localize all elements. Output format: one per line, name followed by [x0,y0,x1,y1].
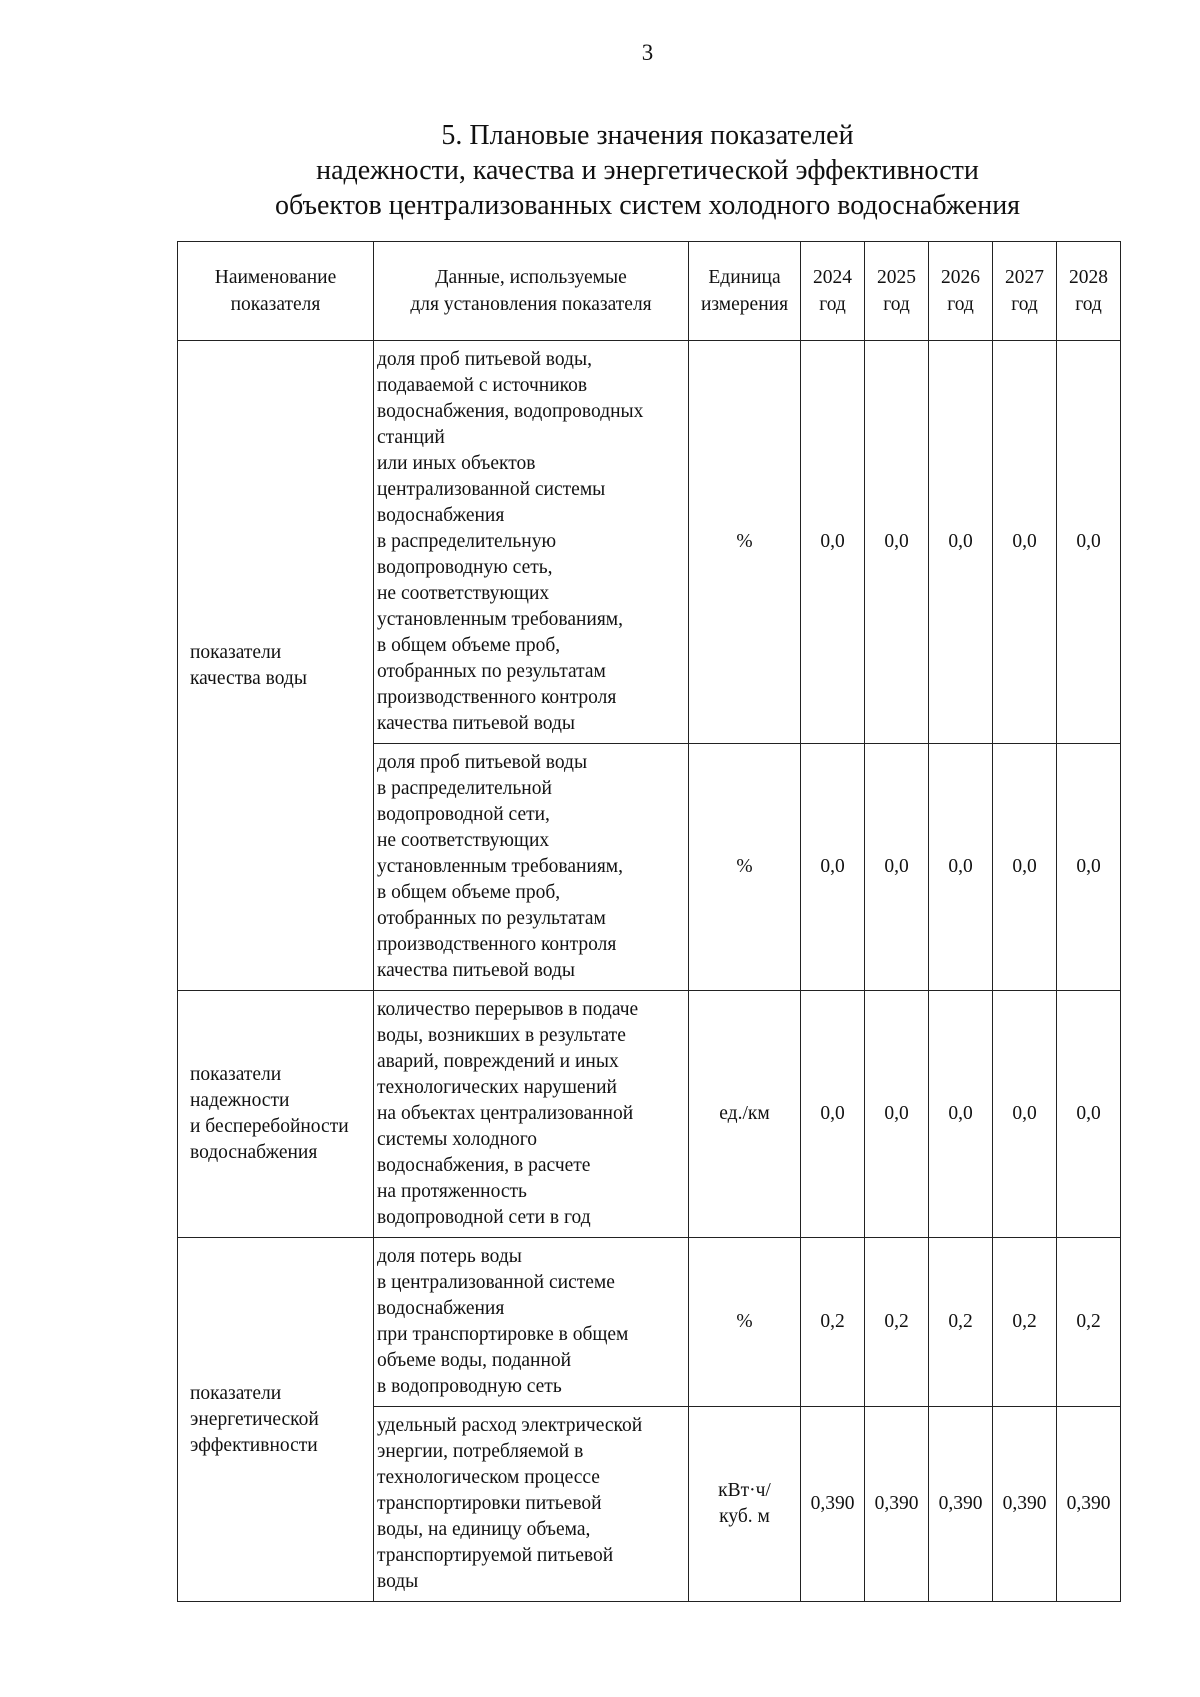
year-value-cell: 0,0 [801,744,865,991]
indicator-description: производственного контроля [377,687,617,708]
indicator-description: транспортируемой питьевой [377,1545,614,1566]
indicator-description: водопроводную сеть, [377,557,553,578]
indicator-description: производственного контроля [377,934,617,955]
indicator-group-name: показатели [190,1064,282,1085]
header-text: Наименование [214,267,337,288]
table-row [178,991,1121,1238]
header-year-suffix: год [1075,294,1102,315]
table-body [178,341,1121,1602]
indicator-description: в водопроводную сеть [377,1376,562,1397]
unit-cell [689,1238,801,1407]
indicator-description: не соответствующих [377,830,550,851]
indicator-description: на объектах централизованной [377,1103,634,1124]
header-year-suffix: год [1011,294,1038,315]
header-year: 2026 [941,267,980,288]
header-year: 2025 [877,267,916,288]
indicator-description: не соответствующих [377,583,550,604]
year-value-cell: 0,0 [993,991,1057,1238]
unit-cell [689,744,801,991]
unit-cell [689,991,801,1238]
header-year-2027 [993,242,1057,341]
year-value-cell: 0,0 [801,341,865,744]
header-indicator-name [178,242,374,341]
year-value-cell: 0,0 [1057,991,1121,1238]
year-value-cell: 0,2 [1057,1238,1121,1407]
indicator-description: подаваемой с источников [377,375,588,396]
indicator-description-cell [374,1238,689,1407]
indicator-description: отобранных по результатам [377,908,606,929]
header-text: Единица [708,267,781,288]
year-value-cell: 0,390 [801,1407,865,1602]
indicator-description: водоснабжения, водопроводных [377,401,644,422]
indicator-description: водоснабжения [377,505,505,526]
header-text: показателя [230,294,321,315]
year-value-cell: 0,0 [929,341,993,744]
indicator-description: на протяженность [377,1181,527,1202]
unit-cell [689,1407,801,1602]
indicator-description: доля проб питьевой воды, [377,349,592,370]
header-year: 2027 [1005,267,1044,288]
unit-of-measure: куб. м [719,1506,770,1527]
header-source-data [374,242,689,341]
indicator-group-name: качества воды [190,667,307,689]
indicator-description: количество перерывов в подаче [377,999,639,1020]
indicator-description: качества питьевой воды [377,960,576,981]
indicator-description: в распределительной [377,778,552,799]
indicator-description-cell [374,341,689,744]
header-text: для установления показателя [410,294,652,315]
year-value-cell: 0,2 [865,1238,929,1407]
year-value-cell: 0,0 [929,991,993,1238]
document-title [0,118,1200,223]
indicator-description: в распределительную [377,531,557,552]
indicator-description-cell [374,744,689,991]
year-value-cell: 0,0 [865,991,929,1238]
year-value-cell: 0,0 [801,991,865,1238]
indicator-description: при транспортировке в общем [377,1324,629,1345]
year-value-cell: 0,0 [929,744,993,991]
header-text: измерения [700,294,789,315]
header-unit [689,242,801,341]
title-line: 5. Плановые значения показателей [441,120,854,151]
indicator-description: аварий, повреждений и иных [377,1051,619,1072]
indicator-description: энергии, потребляемой в [377,1441,584,1462]
indicator-description: в общем объеме проб, [377,635,561,656]
indicator-description: или иных объектов [377,453,536,474]
table-header [178,242,1121,341]
title-line: объектов централизованных систем холодного водоснабжения [274,190,1021,221]
indicator-group-name: энергетической [190,1408,319,1430]
unit-of-measure: % [736,856,753,877]
header-year-2028 [1057,242,1121,341]
year-value-cell: 0,390 [865,1407,929,1602]
indicator-description: объеме воды, поданной [377,1350,572,1371]
unit-of-measure: ед./км [719,1103,770,1124]
indicator-description: доля проб питьевой воды [377,752,588,773]
year-value-cell: 0,2 [929,1238,993,1407]
indicator-description: установленным требованиям, [377,609,624,630]
header-year: 2028 [1069,267,1108,288]
header-year-2026 [929,242,993,341]
header-year-suffix: год [819,294,846,315]
unit-of-measure: % [736,1311,753,1332]
indicator-description: водоснабжения [377,1298,505,1319]
indicator-description: доля потерь воды [377,1246,522,1267]
indicator-description: в централизованной системе [377,1272,615,1293]
year-value-cell: 0,0 [1057,341,1121,744]
indicator-group-name: водоснабжения [190,1142,318,1163]
indicator-description: технологическом процессе [377,1467,600,1488]
year-value-cell: 0,390 [929,1407,993,1602]
title-line: надежности, качества и энергетической эффективности [316,155,979,186]
indicator-description: водопроводной сети, [377,804,550,825]
indicator-description: установленным требованиям, [377,856,624,877]
header-year-2025 [865,242,929,341]
table-row [178,341,1121,744]
indicator-description: воды, на единицу объема, [377,1519,591,1540]
indicator-description: воды [377,1571,419,1592]
indicator-group-cell [178,1238,374,1602]
indicator-description: качества питьевой воды [377,713,576,734]
header-text: Данные, используемые [435,267,627,288]
indicator-group-name: показатели [190,1382,282,1404]
indicator-description: станций [377,427,445,448]
year-value-cell: 0,0 [865,341,929,744]
indicator-group-cell [178,341,374,991]
indicator-group-name: и бесперебойности [190,1116,349,1137]
indicator-description: централизованной системы [377,479,606,500]
indicator-description: в общем объеме проб, [377,882,561,903]
year-value-cell: 0,2 [993,1238,1057,1407]
indicator-description: системы холодного [377,1129,538,1150]
header-year-2024 [801,242,865,341]
table-row [178,1238,1121,1407]
indicator-description: воды, возникших в результате [377,1025,626,1046]
indicator-description: водопроводной сети в год [377,1207,591,1228]
header-row [178,242,1121,341]
header-year: 2024 [813,267,852,288]
indicator-description: удельный расход электрической [377,1415,643,1436]
year-value-cell: 0,0 [865,744,929,991]
indicators-table [177,241,1121,1602]
indicator-description: водоснабжения, в расчете [377,1155,591,1176]
year-value-cell: 0,2 [801,1238,865,1407]
year-value-cell: 0,390 [1057,1407,1121,1602]
unit-of-measure: кВт·ч/ [718,1480,771,1501]
page-number: 3 [641,40,654,65]
header-year-suffix: год [947,294,974,315]
indicator-description: транспортировки питьевой [377,1493,602,1514]
header-year-suffix: год [883,294,910,315]
year-value-cell: 0,0 [993,744,1057,991]
indicator-description-cell [374,991,689,1238]
year-value-cell: 0,0 [1057,744,1121,991]
unit-cell [689,341,801,744]
year-value-cell: 0,390 [993,1407,1057,1602]
indicator-group-name: эффективности [190,1434,318,1456]
indicator-description: технологических нарушений [377,1077,617,1098]
indicator-description: отобранных по результатам [377,661,606,682]
indicator-group-name: показатели [190,641,282,663]
unit-of-measure: % [736,531,753,552]
indicator-group-cell [178,991,374,1238]
indicator-group-name: надежности [190,1090,290,1111]
indicator-description-cell [374,1407,689,1602]
year-value-cell: 0,0 [993,341,1057,744]
